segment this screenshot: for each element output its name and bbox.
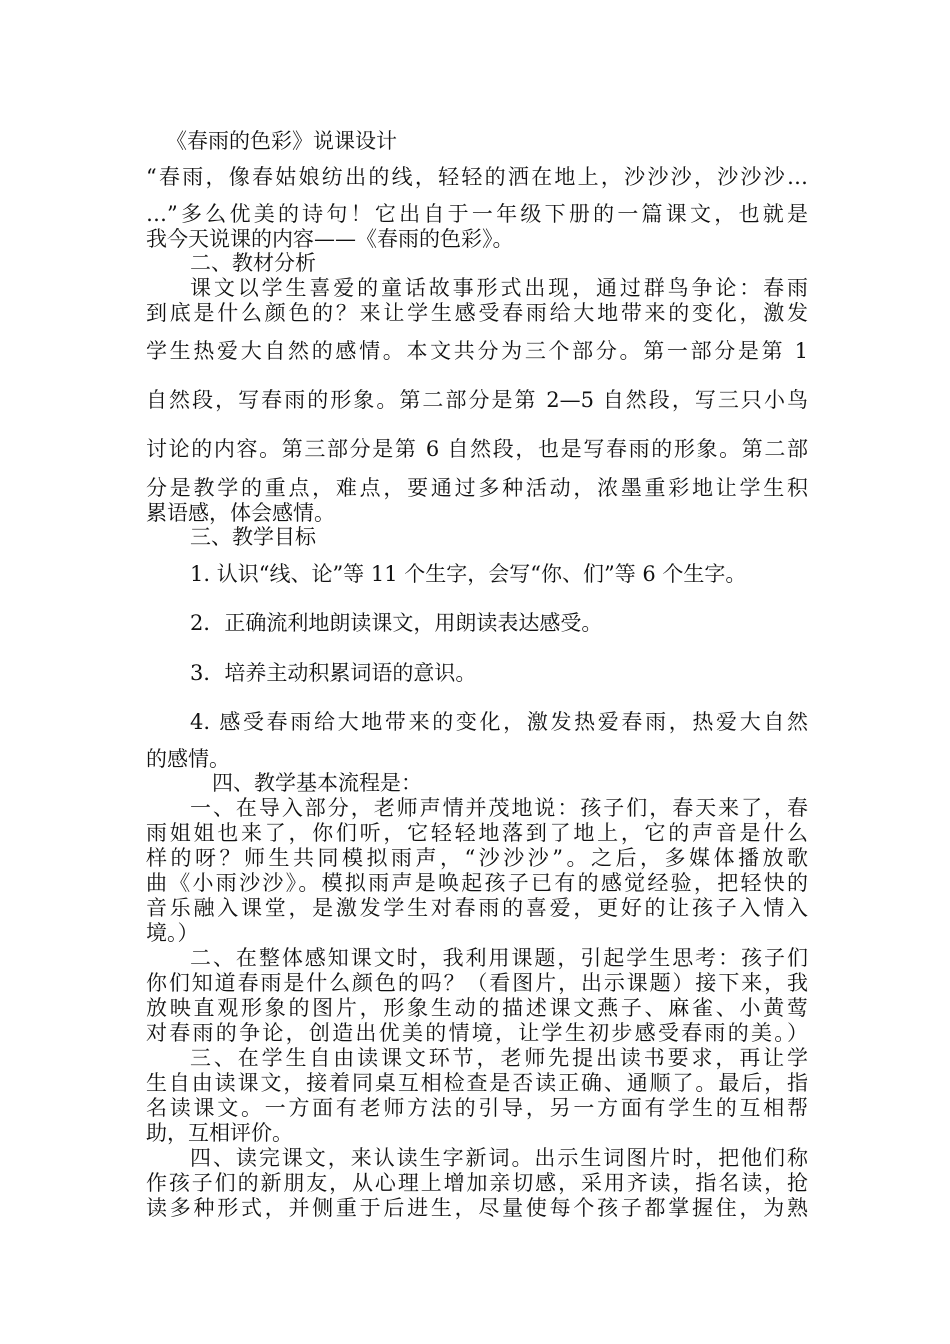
paragraph-line: 我今天说课的内容——《春雨的色彩》。 <box>146 227 514 251</box>
paragraph-line: 放映直观形象的图片，形象生动的描述课文燕子、麻雀、小黄莺 <box>146 996 808 1020</box>
paragraph-line: 讨论的内容。第三部分是第 6 自然段，也是写春雨的形象。第二部 <box>146 437 808 461</box>
paragraph-line: 作孩子们的新朋友，从心理上增加亲切感，采用齐读，指名读，抢 <box>146 1171 808 1195</box>
paragraph-line: 的感情。 <box>146 747 230 771</box>
paragraph-line: 四、读完课文，来认读生字新词。出示生词图片时，把他们称 <box>190 1146 808 1170</box>
paragraph-line: 三、在学生自由读课文环节，老师先提出读书要求，再让学 <box>190 1046 808 1070</box>
goal-item: 1. 认识“线、论”等 11 个生字，会写“你、们”等 6 个生字。 <box>190 562 747 586</box>
paragraph-line: 名读课文。一方面有老师方法的引导，另一方面有学生的互相帮 <box>146 1096 808 1120</box>
paragraph-line: 你们知道春雨是什么颜色的吗？（看图片，出示课题）接下来，我 <box>146 971 808 995</box>
paragraph-line: …”多么优美的诗句！它出自于一年级下册的一篇课文，也就是 <box>146 202 808 226</box>
section-heading: 二、教材分析 <box>190 251 316 275</box>
goal-item: 2．正确流利地朗读课文，用朗读表达感受。 <box>190 611 603 635</box>
paragraph-line: 境。） <box>146 921 199 945</box>
paragraph-line: 曲《小雨沙沙》。模拟雨声是唤起孩子已有的感觉经验，把轻快的 <box>146 871 808 895</box>
paragraph-line: 自然段，写春雨的形象。第二部分是第 2—5 自然段，写三只小鸟 <box>146 388 808 412</box>
paragraph-line: 到底是什么颜色的？来让学生感受春雨给大地带来的变化，激发 <box>146 301 808 325</box>
paragraph-line: 分是教学的重点，难点，要通过多种活动，浓墨重彩地让学生积 <box>146 476 808 500</box>
paragraph-line: 读多种形式，并侧重于后进生，尽量使每个孩子都掌握住，为熟 <box>146 1196 808 1220</box>
paragraph-line: 样的呀？师生共同模拟雨声，“沙沙沙”。之后，多媒体播放歌 <box>146 846 808 870</box>
paragraph-line: 助，互相评价。 <box>146 1121 293 1145</box>
goal-item: 3．培养主动积累词语的意识。 <box>190 661 477 685</box>
paragraph-line: 累语感，体会感情。 <box>146 501 335 525</box>
paragraph-line: “春雨，像春姑娘纺出的线，轻轻的洒在地上，沙沙沙，沙沙沙… <box>146 165 808 189</box>
section-heading: 四、教学基本流程是： <box>212 771 422 795</box>
document-title: 《春雨的色彩》说课设计 <box>166 129 397 153</box>
section-heading: 三、教学目标 <box>190 525 316 549</box>
paragraph-line: 音乐融入课堂，是激发学生对春雨的喜爱，更好的让孩子入情入 <box>146 896 808 920</box>
paragraph-line: 课文以学生喜爱的童话故事形式出现，通过群鸟争论：春雨 <box>190 276 808 300</box>
paragraph-line: 雨姐姐也来了，你们听，它轻轻地落到了地上，它的声音是什么 <box>146 821 808 845</box>
paragraph-line: 生自由读课文，接着同桌互相检查是否读正确、通顺了。最后，指 <box>146 1071 808 1095</box>
paragraph-line: 二、在整体感知课文时，我利用课题，引起学生思考：孩子们 <box>190 946 808 970</box>
paragraph-line: 对春雨的争论，创造出优美的情境，让学生初步感受春雨的美。） <box>146 1021 808 1045</box>
paragraph-line: 一、在导入部分，老师声情并茂地说：孩子们，春天来了，春 <box>190 796 808 820</box>
goal-item: 4. 感受春雨给大地带来的变化，激发热爱春雨，热爱大自然 <box>190 710 808 734</box>
paragraph-line: 学生热爱大自然的感情。本文共分为三个部分。第一部分是第 1 <box>146 339 808 363</box>
